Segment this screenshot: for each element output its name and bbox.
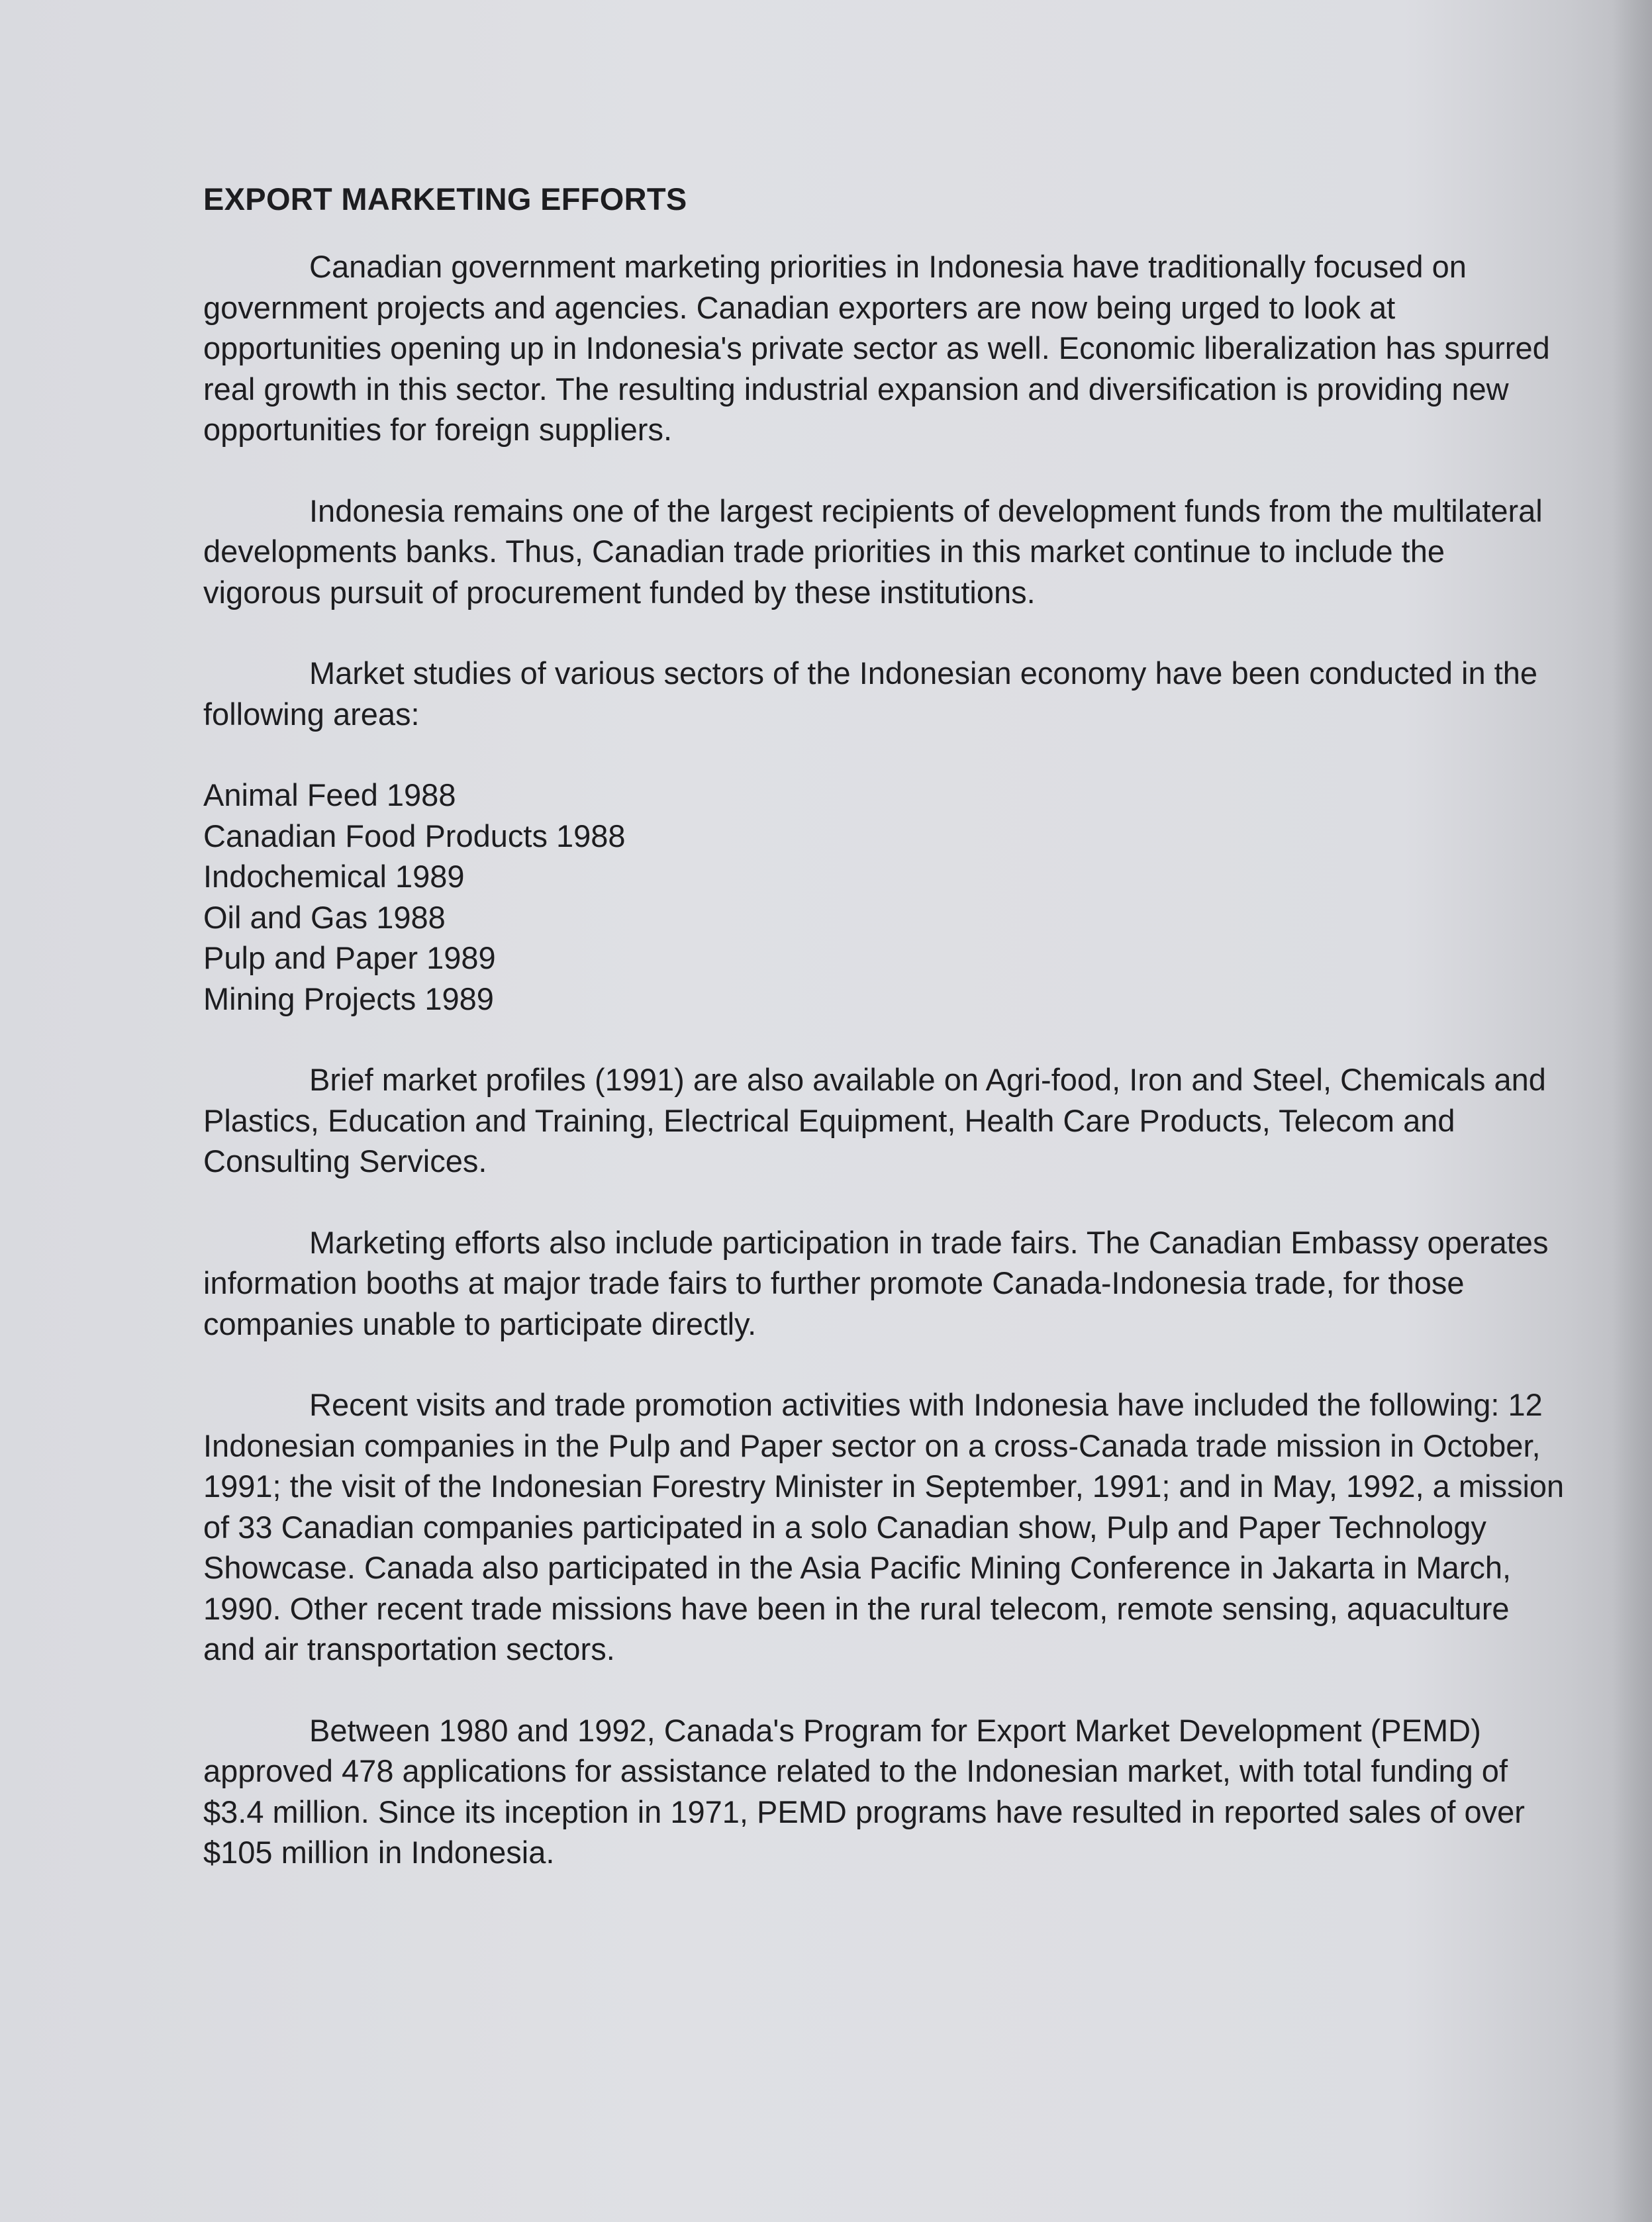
list-item: Oil and Gas 1988	[203, 899, 446, 935]
paragraph-market-studies-intro: Market studies of various sectors of the Indonesian economy have been conducted in the following areas:	[203, 655, 1538, 732]
list-item: Animal Feed 1988	[203, 777, 456, 812]
list-item: Pulp and Paper 1989	[203, 940, 496, 975]
document-content	[203, 179, 1567, 1913]
paragraph-trade-missions: Recent visits and trade promotion activities with Indonesia have included the following: 12 Indonesian companies in the Pulp and Paper sector on a cross-Canada trade mission in October, 1991; the visit of the Indonesian Forestry Minister in September, 1991; and in May, 1992, a mission of 33 Canadian companies participated in a solo Canadian show, Pulp and Paper Technology Showcase. Canada also participated in the Asia Pacific Mining Conference in Jakarta in March, 1990. Other recent trade missions have been in the rural telecom, remote sensing, aquaculture and air transportation sectors.	[203, 1387, 1565, 1666]
paragraph-pemd: Between 1980 and 1992, Canada's Program for Export Market Development (PEMD) approved 478 applications for assistance related to the Indonesian market, with total funding of $3.4 million. Since its inception in 1971, PEMD programs have resulted in reported sales of over $105 million in Indonesia.	[203, 1712, 1525, 1870]
section-heading: EXPORT MARKETING EFFORTS	[203, 181, 687, 217]
list-item: Mining Projects 1989	[203, 981, 494, 1016]
market-studies-list	[203, 775, 1567, 1019]
paragraph-marketing-priorities: Canadian government marketing priorities in Indonesia have traditionally focused on government projects and agencies. Canadian exporters are now being urged to look at opportunities opening up in Indonesia's private sector as well. Economic liberalization has spurred real growth in this sector. The resulting industrial expansion and diversification is providing new opportunities for foreign suppliers.	[203, 249, 1550, 447]
list-item: Canadian Food Products 1988	[203, 818, 626, 853]
paragraph-market-profiles: Brief market profiles (1991) are also available on Agri-food, Iron and Steel, Chemicals and Plastics, Education and Training, Electrical Equipment, Health Care Products, Telecom and Consulting Services.	[203, 1062, 1546, 1179]
list-item: Indochemical 1989	[203, 859, 465, 894]
paragraph-trade-fairs: Marketing efforts also include participation in trade fairs. The Canadian Embassy operates information booths at major trade fairs to further promote Canada-Indonesia trade, for those companies unable to participate directly.	[203, 1224, 1549, 1341]
paragraph-development-funds: Indonesia remains one of the largest recipients of development funds from the multilateral developments banks. Thus, Canadian trade priorities in this market continue to include the vigorous pursuit of procurement funded by these institutions.	[203, 493, 1543, 610]
page-edge-shadow	[1612, 0, 1652, 2222]
